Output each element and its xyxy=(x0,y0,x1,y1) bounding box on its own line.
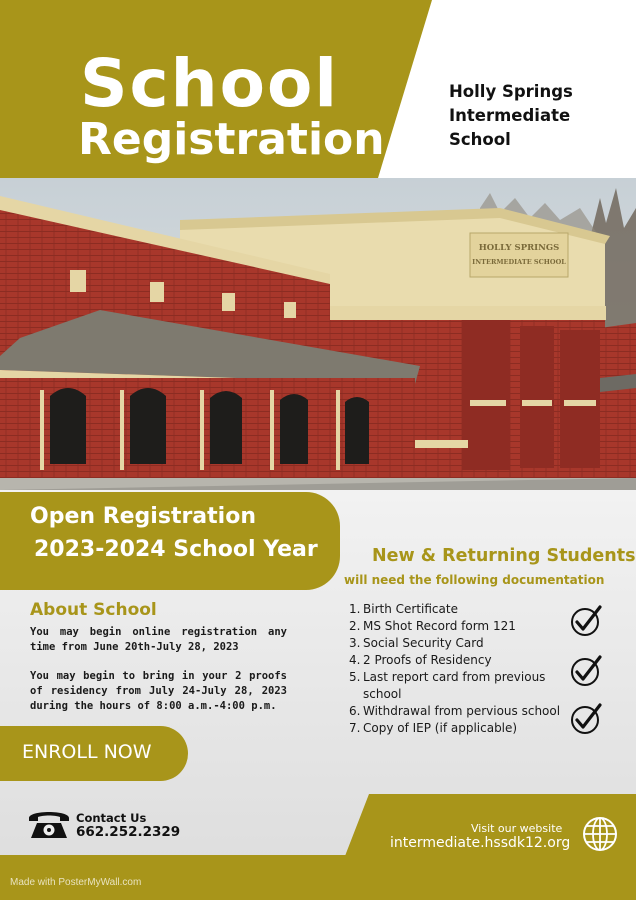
list-item-number: 3. xyxy=(349,636,361,650)
list-item-text: MS Shot Record form 121 xyxy=(363,619,516,633)
list-item xyxy=(349,652,571,669)
list-item-text: 2 Proofs of Residency xyxy=(363,653,492,667)
list-item-text: Withdrawal from pervious school xyxy=(363,704,561,718)
list-item-number: 5. xyxy=(349,670,361,684)
checkmark-circle-icon xyxy=(570,703,602,735)
enroll-now-label[interactable]: ENROLL NOW xyxy=(22,741,152,763)
about-paragraph-online: You may begin online registration any time from June 20th-July 28, 2023 xyxy=(30,626,287,653)
documentation-list xyxy=(349,601,571,737)
school-building-photo xyxy=(0,178,636,508)
open-registration-title: Open Registration xyxy=(30,504,256,529)
checkmark-circle-icon xyxy=(570,655,602,687)
about-paragraph-residency: You may begin to bring in your 2 proofs of residency from July 24-July 28, 2023 during the hours of 8:00 a.m.-4:00 p.m. xyxy=(30,670,287,712)
website-label: Visit our website xyxy=(471,822,563,835)
list-item xyxy=(349,703,571,720)
list-item-text: Birth Certificate xyxy=(363,602,458,616)
list-item-text: Social Security Card xyxy=(363,636,484,650)
list-item-number: 6. xyxy=(349,704,361,718)
list-item-number: 2. xyxy=(349,619,361,633)
contact-us-label: Contact Us xyxy=(76,811,147,825)
open-registration-year: 2023-2024 School Year xyxy=(34,537,318,562)
list-item xyxy=(349,618,571,635)
list-item-text: Last report card from previous school xyxy=(363,670,546,701)
list-item xyxy=(349,669,571,703)
list-item-number: 7. xyxy=(349,721,361,735)
made-with-credit: Made with PosterMyWall.com xyxy=(10,877,142,888)
about-school-heading: About School xyxy=(30,600,157,620)
list-item xyxy=(349,720,571,737)
list-item-number: 1. xyxy=(349,602,361,616)
telephone-icon xyxy=(27,806,71,842)
building-sign-line1: HOLLY SPRINGS xyxy=(478,243,560,253)
list-item xyxy=(349,601,571,618)
documentation-subheading: will need the following documentation xyxy=(344,573,605,587)
documentation-heading: New & Returning Students xyxy=(372,546,636,566)
page-title-line2: Registration xyxy=(78,114,385,165)
school-name: Holly Springs Intermediate School xyxy=(449,82,573,149)
building-sign-line2: INTERMEDIATE SCHOOL xyxy=(472,258,566,266)
checkmark-circle-icon xyxy=(570,605,602,637)
list-item xyxy=(349,635,571,652)
contact-phone-number[interactable]: 662.252.2329 xyxy=(76,824,181,840)
globe-icon xyxy=(582,816,618,852)
website-link[interactable]: intermediate.hssdk12.org xyxy=(390,835,571,851)
list-item-number: 4. xyxy=(349,653,361,667)
page-title-line1: School xyxy=(80,45,339,122)
list-item-text: Copy of IEP (if applicable) xyxy=(363,721,518,735)
